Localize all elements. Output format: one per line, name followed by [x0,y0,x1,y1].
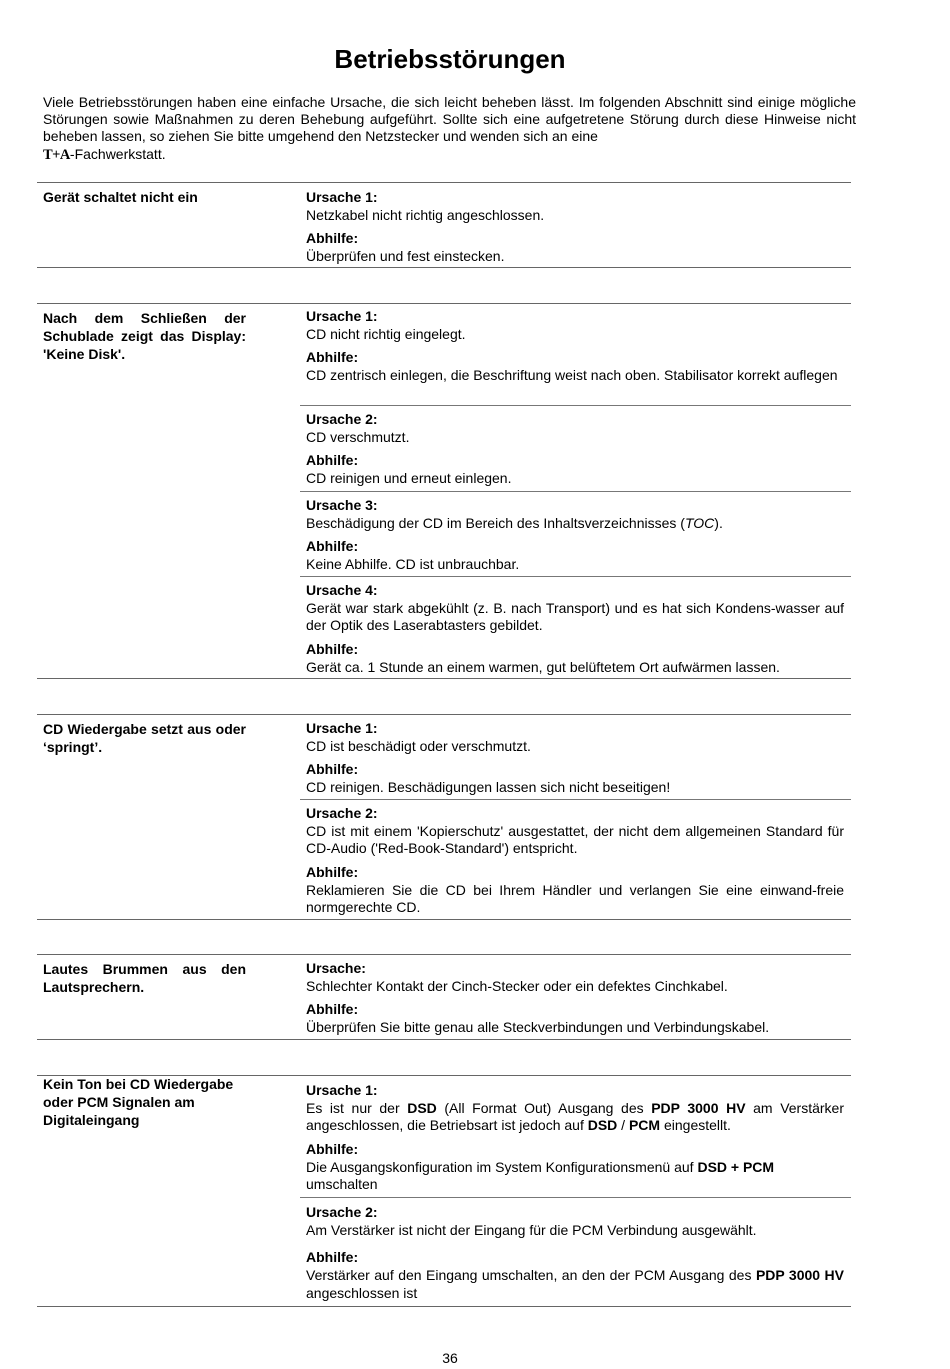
cause-4-1 [306,959,844,1037]
cause-text: Schlechter Kontakt der Cinch-Stecker oder ein defektes Cinchkabel. [306,978,728,994]
page-title: Betriebsstörungen [334,44,566,74]
cause-label: Ursache 2: [306,411,378,427]
page-number: 36 [442,1350,458,1366]
divider [37,714,851,715]
toc-abbreviation: TOC [684,515,715,531]
divider [37,1306,851,1307]
symptom-5: Kein Ton bei CD Wiedergabe oder PCM Signalen am Digitaleingang [43,1076,234,1128]
cause-text: CD nicht richtig eingelegt. [306,326,466,342]
cause-label: Ursache 1: [306,308,378,324]
remedy-text: CD zentrisch einlegen, die Beschriftung weist nach oben. Stabilisator korrekt auflegen [306,367,838,384]
remedy-text: Reklamieren Sie die CD bei Ihrem Händler und verlangen Sie eine einwand-freie normgerechte CD. [306,881,844,916]
remedy-label: Abhilfe: [306,761,359,778]
brand-logo: T+A [43,146,70,163]
remedy-text: CD reinigen. Beschädigungen lassen sich nicht beseitigen! [306,779,671,796]
divider [37,1039,851,1040]
intro-suffix: -Fachwerkstatt. [69,145,166,162]
remedy-label: Abhilfe: [306,1249,359,1266]
cause-text: Am Verstärker ist nicht der Eingang für die PCM Verbindung ausgewählt. [306,1222,757,1238]
divider [300,799,851,800]
divider [300,1197,851,1198]
divider [37,182,851,183]
intro-text: Viele Betriebsstörungen haben eine einfache Ursache, die sich leicht beheben lässt. Im folgenden Abschnitt sind einige mögliche Störungen sowie Maßnahmen zu deren Behebung aufgeführt. Sollte sich eine aufgetretene Störung durch diese Hinweise nicht beheben lassen, so ziehen Sie bitte umgehend den Netzstecker und wenden sich an eine [43,94,856,145]
cause-text: CD verschmutzt. [306,429,410,445]
cause-5-2 [306,1203,844,1302]
cause-label: Ursache: [306,960,366,976]
remedy-text: Keine Abhilfe. CD ist unbrauchbar. [306,556,520,573]
divider [300,405,851,406]
remedy-label: Abhilfe: [306,1001,359,1018]
remedy-label: Abhilfe: [306,452,359,469]
cause-text: Netzkabel nicht richtig angeschlossen. [306,207,545,223]
cause-label: Ursache 1: [306,720,378,736]
divider [37,678,851,679]
cause-2-1 [306,307,844,385]
cause-2-4 [306,581,844,676]
cause-text: Beschädigung der CD im Bereich des Inhaltsverzeichnisses (TOC). [306,515,723,531]
cause-label: Ursache 1: [306,1082,378,1098]
cause-text: CD ist beschädigt oder verschmutzt. [306,738,531,754]
divider [300,576,851,577]
cause-label: Ursache 4: [306,582,378,598]
cause-5-1 [306,1081,844,1194]
divider [300,491,851,492]
remedy-text: CD reinigen und erneut einlegen. [306,470,512,487]
remedy-label: Abhilfe: [306,1140,359,1157]
remedy-label: Abhilfe: [306,230,359,247]
symptom-3: CD Wiedergabe setzt aus oder ‘springt’. [43,721,246,755]
cause-2-3 [306,496,844,574]
cause-label: Ursache 2: [306,805,378,821]
cause-3-1 [306,719,844,797]
remedy-text: Überprüfen Sie bitte genau alle Steckverbindungen und Verbindungskabel. [306,1019,770,1036]
symptom-1: Gerät schaltet nicht ein [43,189,198,205]
remedy-text: Gerät ca. 1 Stunde an einem warmen, gut belüftetem Ort aufwärmen lassen. [306,658,780,675]
remedy-label: Abhilfe: [306,863,359,880]
divider [37,954,851,955]
cause-text: Gerät war stark abgekühlt (z. B. nach Transport) und es hat sich Kondens-wasser auf der Optik des Laserabtasters gebildet. [306,600,844,634]
symptom-2: Nach dem Schließen der Schublade zeigt das Display: 'Keine Disk'. [43,310,246,362]
intro-paragraph [43,94,856,164]
symptom-4: Lautes Brummen aus den Lautsprechern. [43,961,246,995]
remedy-label: Abhilfe: [306,640,359,657]
cause-3-2 [306,804,844,917]
cause-2-2 [306,410,844,488]
remedy-label: Abhilfe: [306,349,359,366]
remedy-text: Die Ausgangskonfiguration im System Konfigurationsmenü auf DSD + PCM umschalten [306,1158,775,1193]
divider [37,919,851,920]
divider [37,303,851,304]
cause-label: Ursache 1: [306,189,378,205]
cause-label: Ursache 3: [306,497,378,513]
cause-text: Es ist nur der DSD (All Format Out) Ausgang des PDP 3000 HV am Verstärker angeschlossen, die Betriebsart ist jedoch auf DSD / PCM eingestellt. [306,1100,844,1134]
cause-1-1 [306,188,844,266]
remedy-text: Verstärker auf den Eingang umschalten, an den der PCM Ausgang des PDP 3000 HV angeschlossen ist [306,1267,844,1301]
divider [37,267,851,268]
remedy-label: Abhilfe: [306,538,359,555]
cause-text: CD ist mit einem 'Kopierschutz' ausgestattet, der nicht dem allgemeinen Standard für CD-Audio ('Red-Book-Standard') entspricht. [306,823,844,857]
remedy-text: Überprüfen und fest einstecken. [306,248,505,265]
cause-label: Ursache 2: [306,1204,378,1220]
